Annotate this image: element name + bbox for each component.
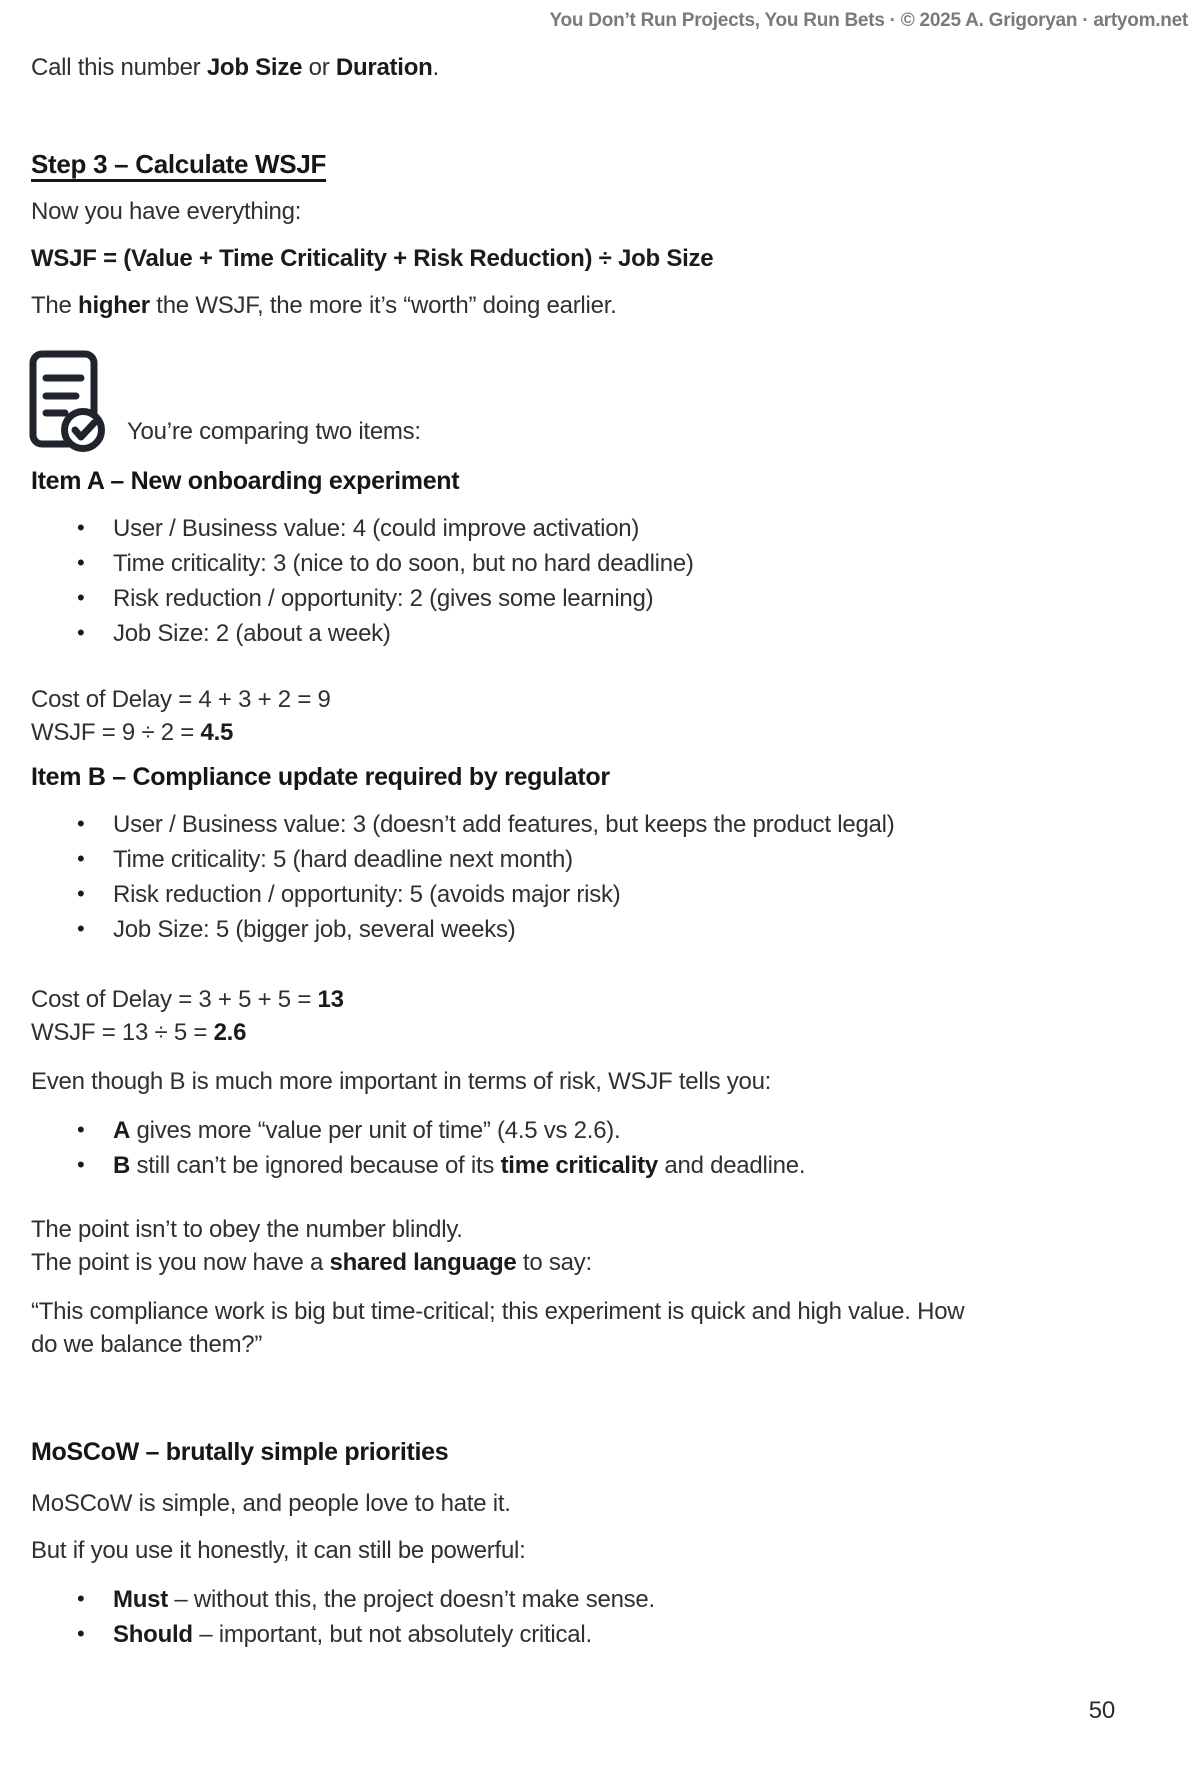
- higher-paragraph: The higher the WSJF, the more it’s “worth” doing earlier.: [31, 292, 617, 319]
- wsjf-result-line: WSJF = 9 ÷ 2 = 4.5: [31, 719, 234, 746]
- document-check-icon: [29, 350, 105, 456]
- list-item: • User / Business value: 3 (doesn’t add features, but keeps the product legal): [113, 807, 1150, 842]
- quote-paragraph: [31, 1295, 1150, 1361]
- list-item: • Should – important, but not absolutely critical.: [113, 1617, 1150, 1652]
- point-paragraph: [31, 1213, 1150, 1279]
- cost-of-delay-line: Cost of Delay = 4 + 3 + 2 = 9: [31, 686, 331, 713]
- list-item: • User / Business value: 4 (could improve activation): [113, 511, 1150, 546]
- quote-line-2: do we balance them?”: [31, 1331, 263, 1358]
- quote-line-1: “This compliance work is big but time-critical; this experiment is quick and high value. How: [31, 1298, 965, 1325]
- cost-of-delay-line: Cost of Delay = 3 + 5 + 5 = 13: [31, 986, 344, 1013]
- intro-paragraph: Call this number Job Size or Duration.: [31, 54, 439, 81]
- page-content: [0, 52, 1200, 1652]
- list-item: • A gives more “value per unit of time” (4.5 vs 2.6).: [113, 1113, 1150, 1148]
- item-a-heading: Item A – New onboarding experiment: [31, 467, 460, 495]
- list-item: • Job Size: 5 (bigger job, several weeks): [113, 912, 1150, 947]
- moscow-heading: MoSCoW – brutally simple priorities: [31, 1438, 449, 1466]
- item-b-calculation: [31, 983, 1150, 1049]
- item-a-bullets: [31, 511, 1150, 651]
- conclusion-bullets: [31, 1113, 1150, 1183]
- list-item: • Time criticality: 3 (nice to do soon, but no hard deadline): [113, 546, 1150, 581]
- list-item: • Time criticality: 5 (hard deadline next month): [113, 842, 1150, 877]
- conclusion-intro: Even though B is much more important in terms of risk, WSJF tells you:: [31, 1068, 772, 1095]
- moscow-paragraph-2: But if you use it honestly, it can still be powerful:: [31, 1537, 526, 1564]
- list-item: • Risk reduction / opportunity: 5 (avoids major risk): [113, 877, 1150, 912]
- wsjf-formula: WSJF = (Value + Time Criticality + Risk Reduction) ÷ Job Size: [31, 245, 714, 272]
- list-item: • Risk reduction / opportunity: 2 (gives some learning): [113, 581, 1150, 616]
- moscow-paragraph-1: MoSCoW is simple, and people love to hate it.: [31, 1490, 511, 1517]
- item-b-heading: Item B – Compliance update required by regulator: [31, 763, 610, 791]
- step3-heading: Step 3 – Calculate WSJF: [31, 149, 327, 179]
- item-a-calculation: [31, 683, 1150, 749]
- moscow-bullets: [31, 1582, 1150, 1652]
- page-number: 50: [1088, 1697, 1115, 1724]
- list-item: • Must – without this, the project doesn’t make sense.: [113, 1582, 1150, 1617]
- running-header-text: You Don’t Run Projects, You Run Bets · © 2025 A. Grigoryan · artyom.net: [549, 10, 1188, 31]
- point-line-1: The point isn’t to obey the number blindly.: [31, 1216, 463, 1243]
- page-header: [0, 0, 1200, 32]
- point-line-2: The point is you now have a shared language to say:: [31, 1249, 592, 1276]
- comparing-caption: You’re comparing two items:: [127, 418, 421, 445]
- wsjf-result-line: WSJF = 13 ÷ 5 = 2.6: [31, 1019, 247, 1046]
- item-b-bullets: [31, 807, 1150, 947]
- list-item: • B still can’t be ignored because of its time criticality and deadline.: [113, 1148, 1150, 1183]
- example-header-row: [31, 350, 1150, 456]
- now-paragraph: Now you have everything:: [31, 198, 302, 225]
- list-item: • Job Size: 2 (about a week): [113, 616, 1150, 651]
